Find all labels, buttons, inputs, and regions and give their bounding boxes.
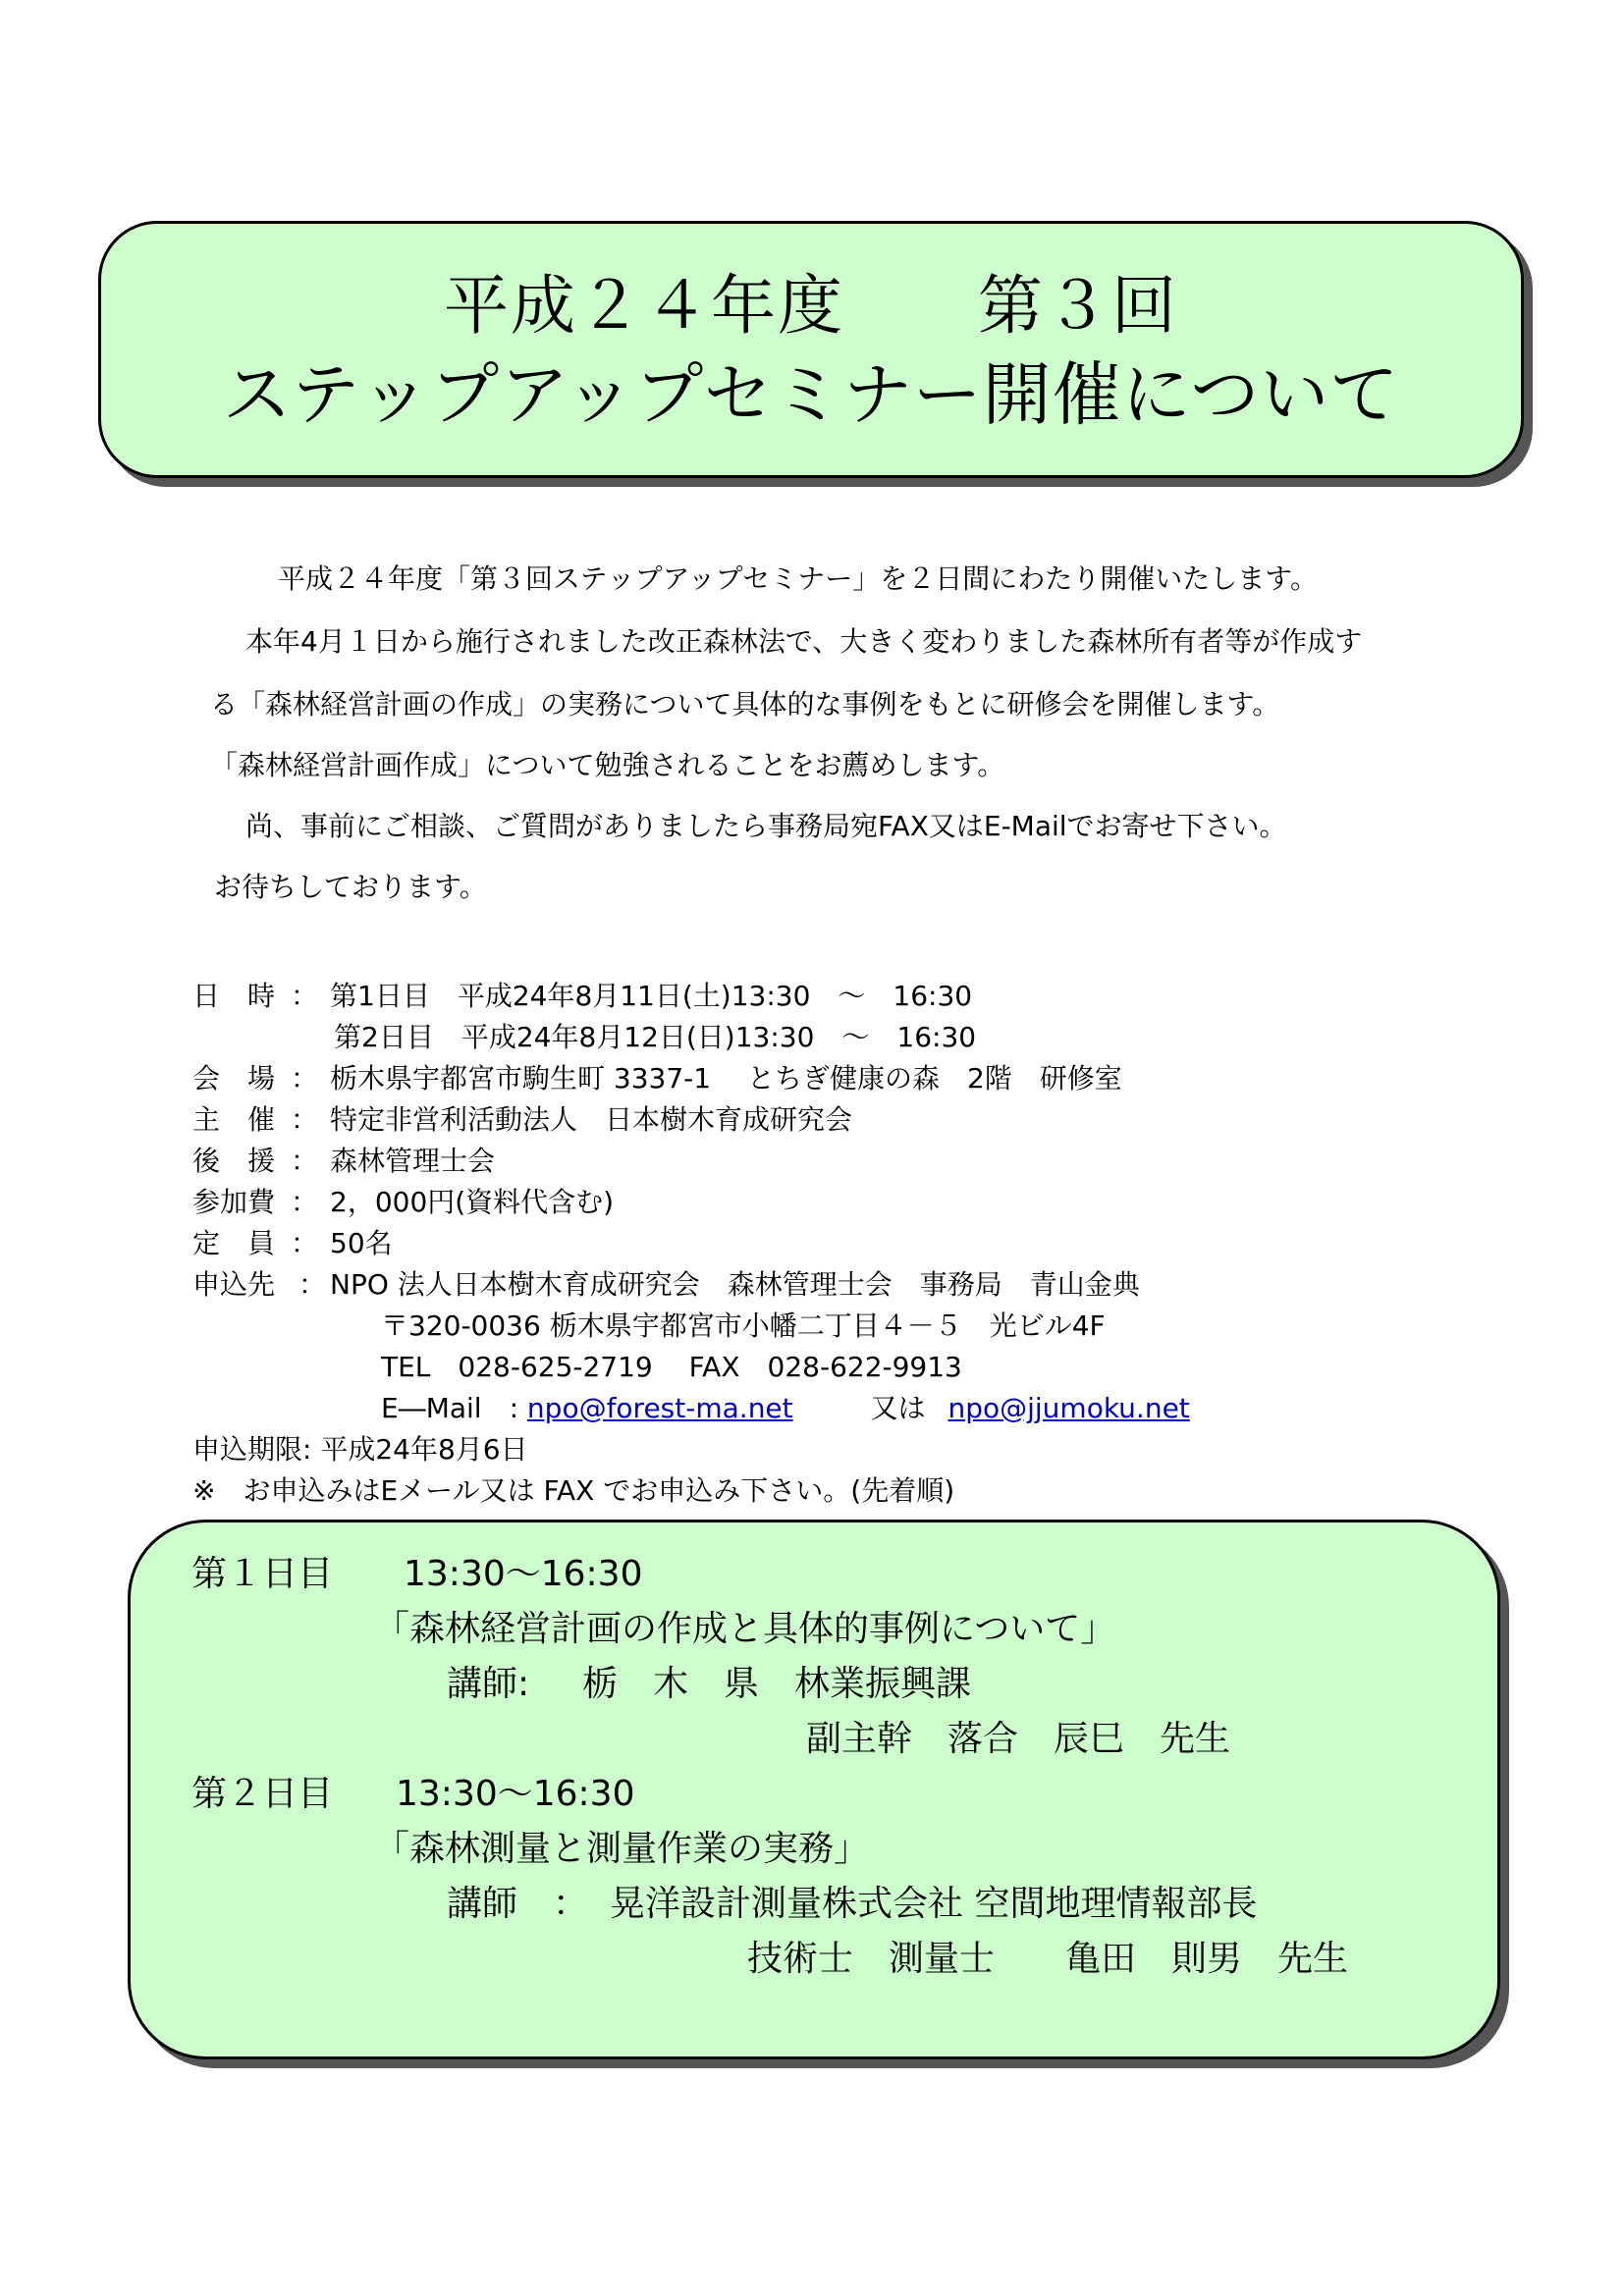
intro-line: 「森林経営計画作成」について勉強されることをお薦めします。 (210, 749, 1005, 781)
host-value: 特定非営利活動法人 日本樹木育成研究会 (330, 1103, 853, 1136)
email-label: E―Mail : (381, 1392, 519, 1424)
email-or: 又は (870, 1392, 926, 1424)
apply-address: 〒320-0036 栃木県宇都宮市小幡二丁目４－５ 光ビル4F (381, 1309, 1106, 1342)
program-box (128, 1520, 1500, 2059)
title-banner (98, 221, 1524, 478)
fee-row (192, 1181, 1371, 1216)
day1-topic: 「森林経営計画の作成と具体的事例について」 (374, 1609, 1116, 1649)
support-label: 後 援 (192, 1145, 276, 1177)
support-value: 森林管理士会 (330, 1145, 496, 1177)
separator: ： (291, 1103, 319, 1136)
day2-time: 13:30～16:30 (396, 1774, 635, 1814)
venue-value: 栃木県宇都宮市駒生町 3337-1 とちぎ健康の森 2階 研修室 (330, 1062, 1122, 1095)
email-link-1[interactable]: npo@forest-ma.net (526, 1392, 793, 1424)
email-row (381, 1387, 1190, 1426)
day1-lecturer-label: 講師: (447, 1664, 530, 1704)
apply-tel-fax: TEL 028-625-2719 FAX 028-622-9913 (381, 1351, 962, 1383)
day2-label: 第２日目 (191, 1774, 334, 1814)
support-row (192, 1140, 1371, 1175)
separator: ： (291, 980, 319, 1012)
intro-line: 本年4月１日から施行されました改正森林法で、大きく変わりました森林所有者等が作成す (245, 625, 1363, 658)
capacity-row (192, 1222, 1371, 1257)
page-title-line1: 平成２４年度 第３回 (444, 268, 1178, 344)
datetime-row (192, 975, 1371, 1010)
separator: ： (291, 1145, 319, 1177)
deadline: 申込期限: 平成24年8月6日 (192, 1433, 528, 1466)
datetime-label: 日 時 (192, 980, 276, 1012)
day1-lecturer-org: 栃 木 県 林業振興課 (582, 1664, 972, 1704)
intro-line: 平成２４年度「第３回ステップアップセミナー」を２日間にわたり開催いたします。 (278, 562, 1318, 595)
page-title-line2: ステップアップセミナー開催について (222, 354, 1400, 435)
separator: ： (291, 1062, 319, 1095)
capacity-value: 50名 (330, 1227, 393, 1259)
intro-line: お待ちしております。 (214, 871, 487, 903)
day1-lecturer-name: 副主幹 落合 辰巳 先生 (806, 1719, 1231, 1759)
intro-line: る「森林経営計画の作成」の実務について具体的な事例をもとに研修会を開催します。 (210, 688, 1280, 721)
email-link-2[interactable]: npo@jjumoku.net (947, 1392, 1190, 1424)
apply-label: 申込先 (192, 1268, 276, 1301)
day2-topic: 「森林測量と測量作業の実務」 (374, 1829, 870, 1869)
separator: ： (298, 1268, 327, 1301)
day1-time: 13:30～16:30 (404, 1554, 643, 1594)
host-label: 主 催 (192, 1103, 276, 1136)
note: ※ お申込みはEメール又は FAX でお申込み下さい。(先着順) (192, 1474, 955, 1507)
separator: ： (291, 1186, 319, 1218)
day2-lecturer-org: 晃洋設計測量株式会社 空間地理情報部長 (610, 1884, 1258, 1924)
venue-row (192, 1057, 1371, 1093)
host-row (192, 1098, 1371, 1134)
apply-org: NPO 法人日本樹木育成研究会 森林管理士会 事務局 青山金典 (330, 1268, 1140, 1301)
capacity-label: 定 員 (192, 1227, 276, 1259)
venue-label: 会 場 (192, 1062, 276, 1095)
day2-lecturer-name: 技術士 測量士 亀田 則男 先生 (747, 1939, 1349, 1979)
fee-value: 2，000円(資料代含む) (330, 1186, 615, 1218)
apply-row (192, 1263, 1371, 1299)
day1-label: 第１日目 (191, 1554, 334, 1594)
separator: ： (291, 1227, 319, 1259)
day2-lecturer-label: 講師 ： (447, 1884, 589, 1924)
fee-label: 参加費 (192, 1186, 276, 1218)
intro-line: 尚、事前にご相談、ご質問がありましたら事務局宛FAX又はE-Mailでお寄せ下さい。 (245, 810, 1287, 842)
datetime-day1: 第1日目 平成24年8月11日(土)13:30 ～ 16:30 (330, 980, 973, 1012)
datetime-day2: 第2日目 平成24年8月12日(日)13:30 ～ 16:30 (334, 1021, 977, 1053)
